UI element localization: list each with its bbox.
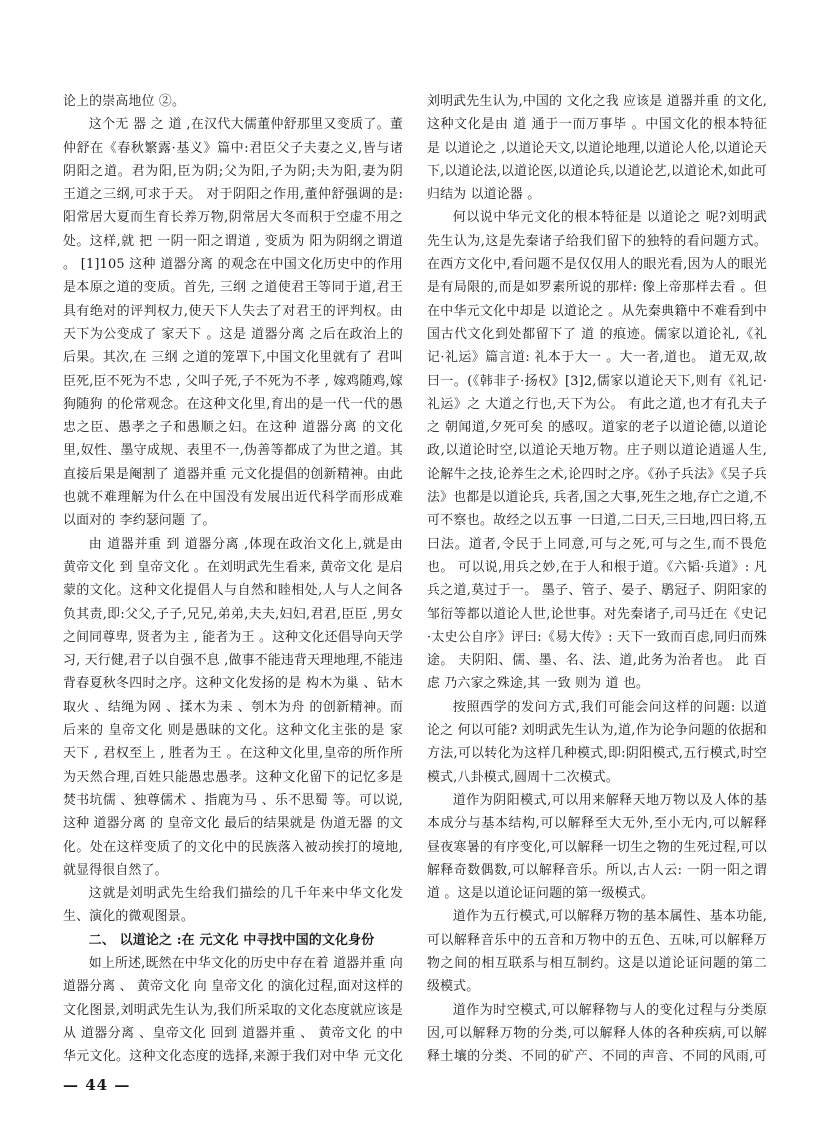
paragraph: 道作为阴阳模式,可以用来解释天地万物以及人体的基本成分与基本结构,可以解释至大无外,至小无内,可以解释昼夜寒暑的有序变化,可以解释一切生之物的生死过程,可以解释奇数偶数,可以解释音乐。所以,古人云: 一阴一阳之谓道 。这是以道论证问题的第一级模式。 (427, 792, 767, 902)
left-column (63, 90, 403, 1065)
paragraph: 刘明武先生认为,中国的 文化之我 应该是 道器并重 的文化,这种文化是由 道 通于一而万事毕 。中国文化的根本特征是 以道论之 ,以道论天文,以道论地理,以道论人伦,以道论天下,以道论法,以道论医,以道论兵,以道论艺,以道论术,如此可归结为 以道论器 。 (427, 94, 767, 203)
right-column (427, 90, 767, 1065)
paragraph: 按照西学的发问方式,我们可能会问这样的问题: 以道论之 何以可能? 刘明武先生认为,道,作为论争问题的依据和方法,可以转化为这样几种模式,即:阴阳模式,五行模式,时空模式,八卦模式,圆周十二次模式。 (427, 699, 767, 785)
paragraph: 道作为时空模式,可以解释物与人的变化过程与分类原因,可以解释万物的分类,可以解释人体的各种疾病,可以解释土壤的分类、不同的矿产、不同的声音、不同的风雨,可 (427, 1002, 767, 1065)
paragraph: 这个无 器 之 道 ,在汉代大儒董仲舒那里又变质了。董仲舒在《春秋繁露·基义》篇中:君臣父子夫妻之义,皆与诸阴阳之道。君为阳,臣为阴;父为阳,子为阴;夫为阳,妻为阴 王道之三纲,可求于天。 对于阴阳之作用,董仲舒强调的是:阳常居大夏而生育长养万物,阴常居大冬而积于空虚不用之处。这样,就 把 一阴一阳之谓道 , 变质为 阳为阴纲之谓道 。 [1]105 这种 道器分离 的观念在中国文化历史中的作用是本原之道的变质。首先, 三纲 之道使君王等同于道,君王具有绝对的评判权力,使天下人失去了对君王的评判权。由天下为公变成了 家天下 。这是 道器分离 之后在政治上的后果。其次,在 三纲 之道的笼罩下,中国文化里就有了 君叫臣死,臣不死为不忠 , 父叫子死,子不死为不孝 , 嫁鸡随鸡,嫁狗随狗 的伦常观念。在这种文化里,育出的是一代一代的愚忠之臣、愚孝之子和愚顺之妇。在这种 道器分离 的文化里,奴性、墨守成规、表里不一,伪善等都成了为世之道。其直接后果是阉割了 道器并重 元文化提倡的创新精神。由此也就不难理解为什么在中国没有发展出近代科学而形成难以面对的 李约瑟问题 了。 (63, 117, 403, 529)
paragraph: 由 道器并重 到 道器分离 ,体现在政治文化上,就是由 黄帝文化 到 皇帝文化 。在刘明武先生看来, 黄帝文化 是启蒙的文化。这种文化提倡人与自然和睦相处,人与人之间各负其责,即:父父,子子,兄兄,弟弟,夫夫,妇妇,君君,臣臣 ,男女之间同尊卑, 贤者为主 , 能者为王 。这种文化还倡导向天学习, 天行健,君子以自强不息 ,做事不能违背天理地理,不能违背春夏秋冬四时之序。这种文化发扬的是 构木为巢 、钻木取火 、结绳为网 、揉木为耒 、刳木为舟 的创新精神。而后来的 皇帝文化 则是愚昧的文化。这种文化主张的是 家天下 , 君权至上 , 胜者为王 。在这种文化里,皇帝的所作所为天然合理,百姓只能愚忠愚孝。这种文化留下的记忆多是 焚书坑儒 、独尊儒术 、指鹿为马 、乐不思蜀 等。可以说,这种 道器分离 的 皇帝文化 最后的结果就是 伪道无器 的文化。处在这样变质了的文化中的民族落入被动挨打的境地,就显得很自然了。 (63, 536, 403, 878)
page-number: — 44 — (63, 1076, 131, 1094)
paragraph: 这就是刘明武先生给我们描绘的几千年来中华文化发生、演化的微观图景。 (63, 886, 403, 925)
paragraph: 道作为五行模式,可以解释万物的基本属性、基本功能,可以解释音乐中的五音和万物中的五色、五味,可以解释万物之间的相互联系与相互制约。这是以道论证问题的第二级模式。 (427, 909, 767, 995)
section-heading: 二、 以道论之 :在 元文化 中寻找中国的文化身份 (88, 932, 375, 948)
paragraph: 何以说中华元文化的根本特征是 以道论之 呢?刘明武先生认为,这是先秦诸子给我们留下的独特的看问题方式。在西方文化中,看问题不是仅仅用人的眼光看,因为人的眼光是有局限的,而是如罗素所说的那样: 像上帝那样去看 。但在中华元文化中却是 以道论之 。从先秦典籍中不难看到中国古代文化到处都留下了 道 的痕迹。儒家以道论礼,《礼记·礼运》篇言道: 礼本于大一 。大一者,道也。 道无双,故曰一。(《韩非子·扬权》[3]2,儒家以道论天下,则有《礼记·礼运》之 大道之行也,天下为公。 有此之道,也才有孔夫子之 朝闻道,夕死可矣 的感叹。道家的老子以道论德,以道论政,以道论时空,以道论天地万物。庄子则以道论逍遥人生,论解牛之技,论养生之术,论四时之序。《孙子兵法》《吴子兵法》也都是以道论兵, 兵者,国之大事,死生之地,存亡之道,不可不察也。故经之以五事 一曰道,二曰天,三曰地,四曰将,五曰法。道者,令民于上同意,可与之死,可与之生,而不畏危也。 可以说,用兵之妙,在于人和根于道。《六韬·兵道》: 凡兵之道,莫过于一。 墨子、管子、晏子、鹖冠子、阴阳家的邹衍等都以道论人世,论世事。对先秦诸子,司马迁在《史记·太史公自序》评曰:《易大传》: 天下一致而百虑,同归而殊途。 夫阴阳、儒、墨、名、法、道,此务为治者也。 此 百虑 乃六家之殊途,其 一致 则为 道 也。 (427, 210, 767, 692)
paragraph: 如上所述,既然在中华文化的历史中存在着 道器并重 向 道器分离 、 黄帝文化 向 皇帝文化 的演化过程,面对这样的文化图景,刘明武先生认为,我们所采取的文化态度就应该是从 道器分离 、皇帝文化 回到 道器并重 、 黄帝文化 的中华元文化。这种文化态度的选择,来源于我们对中华 元文化 (63, 955, 403, 1065)
paragraph: 论上的崇高地位 ②。 (63, 94, 186, 109)
